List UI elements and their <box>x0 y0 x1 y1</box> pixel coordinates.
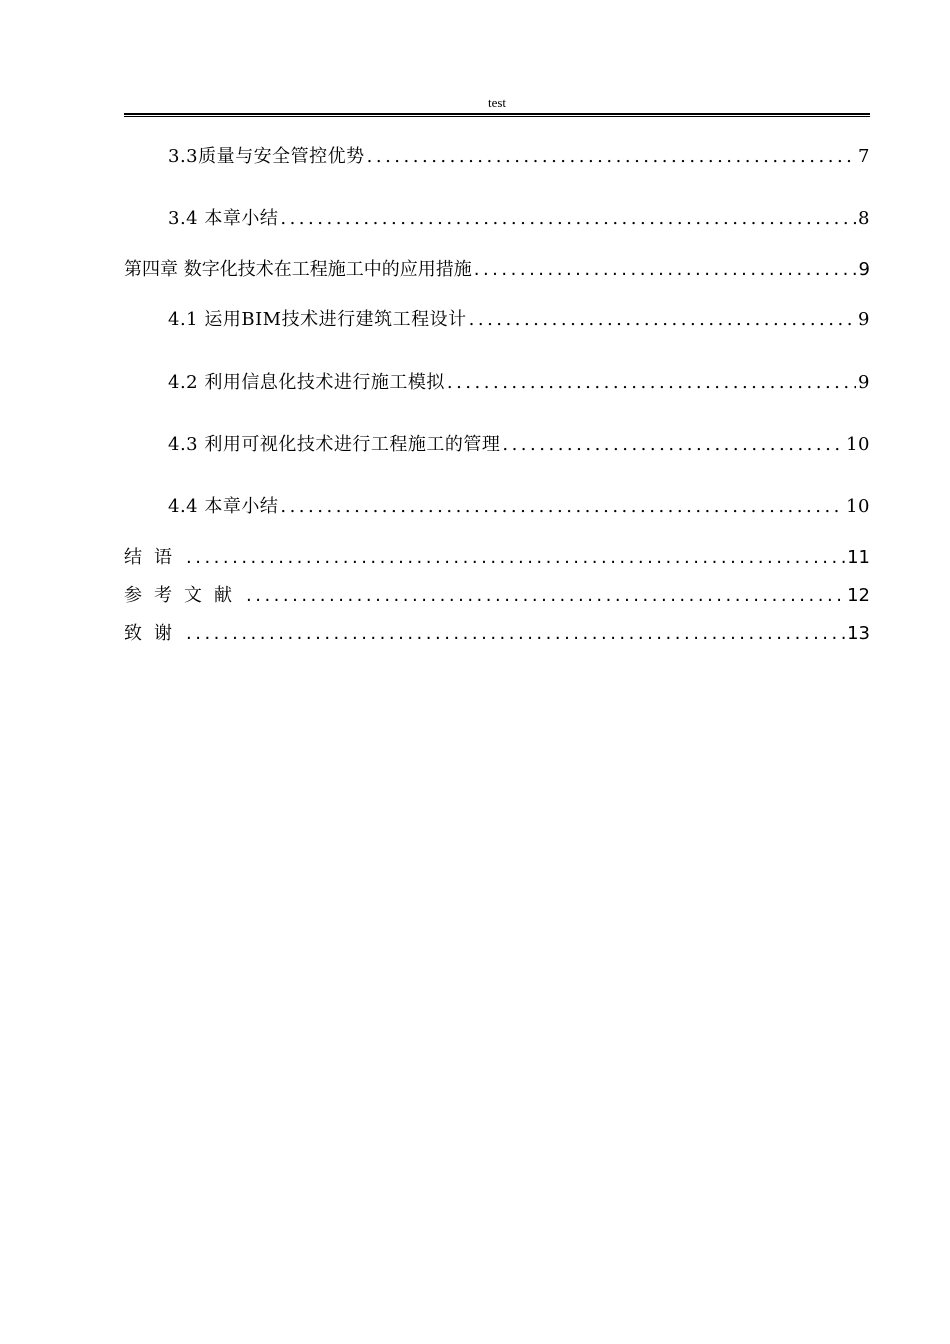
toc-entry-page: 10 <box>846 434 870 455</box>
toc-entry-title: 4.1 运用BIM技术进行建筑工程设计 <box>168 309 467 330</box>
header-text: test <box>487 95 507 110</box>
toc-entry-3-3[interactable] <box>168 144 870 170</box>
toc-dot-leader <box>246 583 845 609</box>
toc-dot-leader <box>186 621 845 647</box>
toc-dot-leader <box>502 432 844 458</box>
header-rule <box>124 113 870 115</box>
toc-dot-leader <box>474 257 857 283</box>
toc-entry-page: 9 <box>858 259 870 280</box>
toc-entry-title: 参考文献 <box>124 585 244 606</box>
toc-dot-leader <box>367 144 856 170</box>
toc-entry-title: 4.3 利用可视化技术进行工程施工的管理 <box>168 434 501 455</box>
toc-entry-4-4[interactable] <box>168 494 870 520</box>
toc-entry-4-3[interactable] <box>168 432 870 458</box>
toc-entry-conclusion[interactable] <box>124 545 870 571</box>
toc-entry-title: 4.2 利用信息化技术进行施工模拟 <box>168 372 445 393</box>
toc-entry-page: 13 <box>847 623 870 644</box>
toc-dot-leader <box>280 494 844 520</box>
toc-entry-title: 3.3质量与安全管控优势 <box>168 146 365 167</box>
page-header <box>124 95 870 119</box>
toc-entry-chapter-4[interactable] <box>124 257 870 283</box>
toc-dot-leader <box>447 370 856 396</box>
toc-entry-page: 9 <box>858 372 870 393</box>
header-rule-secondary <box>124 116 870 117</box>
toc-entry-page: 7 <box>858 146 870 167</box>
toc-entry-title: 4.4 本章小结 <box>168 496 279 517</box>
toc-dot-leader <box>469 307 856 333</box>
toc-entry-page: 12 <box>847 585 870 606</box>
toc-entry-title: 致谢 <box>124 623 184 644</box>
toc-dot-leader <box>186 545 845 571</box>
toc-entry-3-4[interactable] <box>168 206 870 232</box>
toc-entry-references[interactable] <box>124 583 870 609</box>
toc-entry-4-1[interactable] <box>168 307 870 333</box>
toc-entry-page: 10 <box>846 496 870 517</box>
toc-dot-leader <box>280 206 856 232</box>
toc-entry-page: 11 <box>847 547 870 568</box>
toc-entry-page: 9 <box>858 309 870 330</box>
toc-entry-title: 3.4 本章小结 <box>168 208 279 229</box>
toc-entry-title: 第四章 数字化技术在工程施工中的应用措施 <box>124 259 472 280</box>
toc-entry-page: 8 <box>858 208 870 229</box>
toc-entry-4-2[interactable] <box>168 370 870 396</box>
toc-entry-acknowledgements[interactable] <box>124 621 870 647</box>
toc-entry-title: 结语 <box>124 547 184 568</box>
